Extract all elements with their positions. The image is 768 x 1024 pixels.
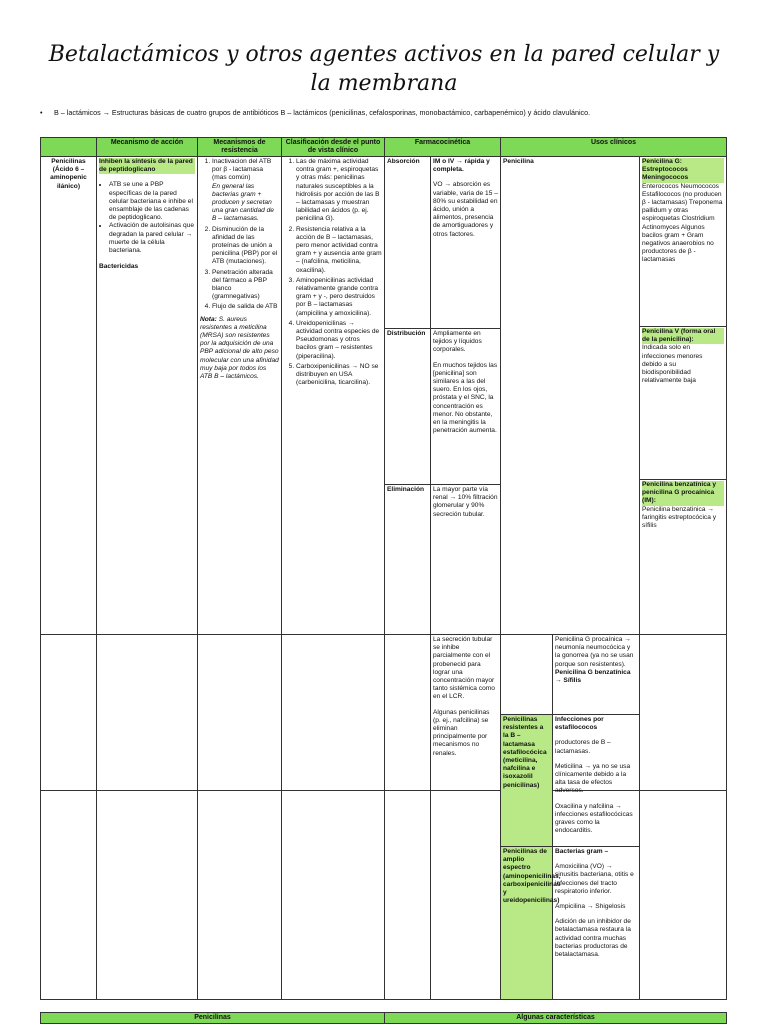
p2-empty-resistencia: [198, 635, 282, 1000]
p2-usos-label-empty: [501, 635, 553, 715]
p2-benz-sifilis: Penicilina G benzatínica → Sífilis: [555, 668, 631, 685]
p2-res-body2: Meticilina → ya no se usa clínicamente debido a la alta tasa de efectos adversos.: [555, 762, 631, 795]
mecanismo-bactericidas: Bactericidas: [99, 263, 139, 271]
farmaco-distribucion: [431, 329, 501, 485]
p2-res-title: Infecciones por estafilococos: [555, 716, 604, 732]
absorcion-1: IM o IV → rápida y completa.: [433, 158, 490, 174]
footer-caracteristicas: Algunas características: [385, 1013, 727, 1024]
clasificacion-item: 5. Carboxipenicilinas → NO se distribuyen en USA (carbenicilina, ticarcilina).: [296, 363, 382, 388]
p2-amp-body1: Amoxicilina (VO) → sinusitis bacteriana, otitis e infecciones del tracto respiratorio inferior.: [555, 863, 634, 895]
intro-bullet: [40, 108, 740, 118]
distribucion-2: En muchos tejidos las [penicilina] son similares a las del suero. En los ojos, próstata y el SNC, la concentración es menor. No obstante, en la meningitis la penetración aumenta.: [433, 361, 498, 435]
caracteristicas-table: [40, 1012, 727, 1024]
p2-empty-mecanismo: [97, 635, 198, 1000]
usos-benz-title: Penicilina benzatínica y penicilina G procaínica (IM):: [642, 481, 724, 506]
p2-amp: [553, 847, 640, 1000]
farmaco-eliminacion: La mayor parte vía renal → 10% filtración glomerular y 90% secreción tubular.: [431, 485, 501, 791]
p2-res: [553, 715, 640, 847]
mecanismo-item: • ATB se une a PBP específicas de la pared celular bacteriana e inhibe el ensamblaje de las cadenas de peptidoglicano.: [109, 181, 195, 222]
usos-v-title: Penicilina V (forma oral de la penicilina):: [642, 328, 724, 344]
farmaco-eliminacion-label: Eliminación: [385, 485, 431, 791]
farmaco-absorcion-label: Absorción: [385, 157, 431, 329]
p2-empty-reacciones: [640, 635, 727, 1000]
header-clasificacion: Clasificación desde el punto de vista clínico: [282, 138, 385, 157]
usos-benz-body: Penicilina benzatinica → faringitis estreptocócica y sífilis: [642, 505, 717, 530]
resistencia-item: 4. Flujo de salida de ATB: [212, 303, 279, 311]
farmaco-absorcion: [431, 157, 501, 329]
usos-v-body: Indicada solo en infecciones menores debido a su biodisponibilidad relativamente baja: [642, 344, 703, 385]
p2-res-label: Penicilinas resistentes a la B – lactamasa estafilocócica (meticilina, nafcilina e isoxazolil penicilinas): [501, 715, 553, 847]
p2-amp-body2: Ampicilina → Shigelosis: [555, 903, 626, 911]
p2-procaina: [553, 635, 640, 715]
usos-g-body: Enterococos Neumococos Estafilococos (no producen β - lactamasas) Treponema pallidum y otras espiroquetas Clostridium Actinomyces Algunos bacilos gram + Gram negativos anaerobios no productores de β - lactamasas: [642, 182, 723, 264]
bullet-icon: •: [40, 108, 43, 117]
resistencia-item: Inactivacion del ATB por β - lactamasa (mas común): [212, 158, 272, 182]
footer-penicilinas: Penicilinas: [41, 1013, 385, 1024]
header-mecanismo: Mecanismo de acción: [97, 138, 198, 157]
p2-empty-label: [41, 635, 97, 1000]
clasificacion-item: 1. Las de máxima actividad contra gram +, espiroquetas y otras más: penicilinas naturales susceptibles a la hidrolisis por acción de las B – lactamasas y muestran labilidad en ácidos (p. ej. penicilina G).: [296, 158, 382, 224]
header-farmacocinetica: Farmacocinética: [385, 138, 501, 157]
mecanismo-item: • Activación de autolisinas que degradan la pared celular → muerte de la célula bacteriana.: [109, 222, 195, 255]
p2-amp-body3: Adición de un inhibidor de betalactamasa restaura la actividad contra muchas bacterias productoras de betalactamasa.: [555, 918, 631, 959]
p2-farmaco: [431, 635, 501, 1000]
resistencia-note: S. aureus resistentes a meticilina (MRSA) son resistentes por la adquisición de una PBP adicional de alto peso molecular con una afinidad muy baja por todos los ATB B – lactámicos.: [200, 315, 279, 381]
header-empty: [41, 138, 97, 157]
clasificacion-item: 4. Ureidopenicilinas → actividad contra especies de Pseudomonas y otros bacilos gram – resistentes (piperacilina).: [296, 320, 382, 361]
row-label-penicilinas: Penicilinas (Ácido 6 – aminopenic ilánico): [41, 157, 97, 791]
p2-farmaco-2: Algunas penicilinas (p. ej., nafcilina) se eliminan principalmente por mecanismos no renales.: [433, 708, 490, 757]
absorcion-2: VO → absorción es variable, varia de 15 – 80% su estabilidad en ácido, unión a alimentos, presencia de amortiguadores y otros factores.: [433, 181, 498, 238]
clasificacion-item: 2. Resistencia relativa a la acción de B – lactamasas, pero menor actividad contra gram + y ausencia ante gram – (nafcilina, meticilina, oxacilina).: [296, 226, 382, 275]
mecanismo-highlight: Inhiben la síntesis de la pared de peptidoglicano: [99, 158, 195, 174]
usos-label: Penicilina: [501, 157, 640, 791]
page-title: Betalactámicos y otros agentes activos en la pared celular y la membrana: [48, 42, 720, 96]
p2-farmaco-1: La secreción tubular se inhibe parcialmente con el probenecid para lograr una concentración mayor tanto sistémica como en el LCR.: [433, 636, 495, 701]
usos-g-title: Penicilina G: Estreptococos Meningococos: [642, 158, 724, 183]
p2-amp-label: Penicilinas de amplio espectro (aminopenicilinas, carboxipenicilinas y ureidopenicilinas): [501, 847, 553, 1000]
farmaco-distribucion-label: Distribución: [385, 329, 431, 485]
header-usos: Usos clínicos: [501, 138, 727, 157]
p2-res-body3: Oxacilina y nafcilina → infecciones estafilocócicas graves como la endocarditis.: [555, 802, 633, 835]
distribucion-1: Ampliamente en tejidos y líquidos corporales.: [433, 330, 482, 354]
resistencia-note-label: Nota:: [200, 315, 217, 323]
p2-farmaco-label: [385, 635, 431, 1000]
p2-empty-clasificacion: [282, 635, 385, 1000]
p2-amp-title: Bacterias gram –: [555, 848, 609, 855]
penicilinas-table-page2: [40, 634, 727, 1000]
p2-res-body1: productores de B – lactamasas.: [555, 739, 611, 755]
resistencia-item: 2. Disminución de la afinidad de las proteínas de unión a penicilina (PBP) por el ATB (mutaciones).: [212, 226, 279, 267]
p2-procaina-text: Penicilina G procaínica → neumonía neumocócica y la gonorrea (ya no se usan porque son resistentes).: [555, 636, 634, 668]
clasificacion-item: 3. Aminopenicilinas actividad relativamente grande contra gram + y -, pero destruidos por B – lactamasas (ampicilina y amoxicilina).: [296, 277, 382, 318]
resistencia-note1: En general las bacterias gram + producen y secretan una gran cantidad de B – lactamasas.: [212, 182, 274, 223]
intro-text: B – lactámicos → Estructuras básicas de cuatro grupos de antibióticos B – lactámicos (penicilinas, cefalosporinas, monobactámico, carbapenémico) y ácido clavulánico.: [54, 108, 591, 117]
header-resistencia: Mecanismos de resistencia: [198, 138, 282, 157]
resistencia-item: 3. Penetración alterada del fármaco a PBP blanco (gramnegativas): [212, 269, 279, 302]
